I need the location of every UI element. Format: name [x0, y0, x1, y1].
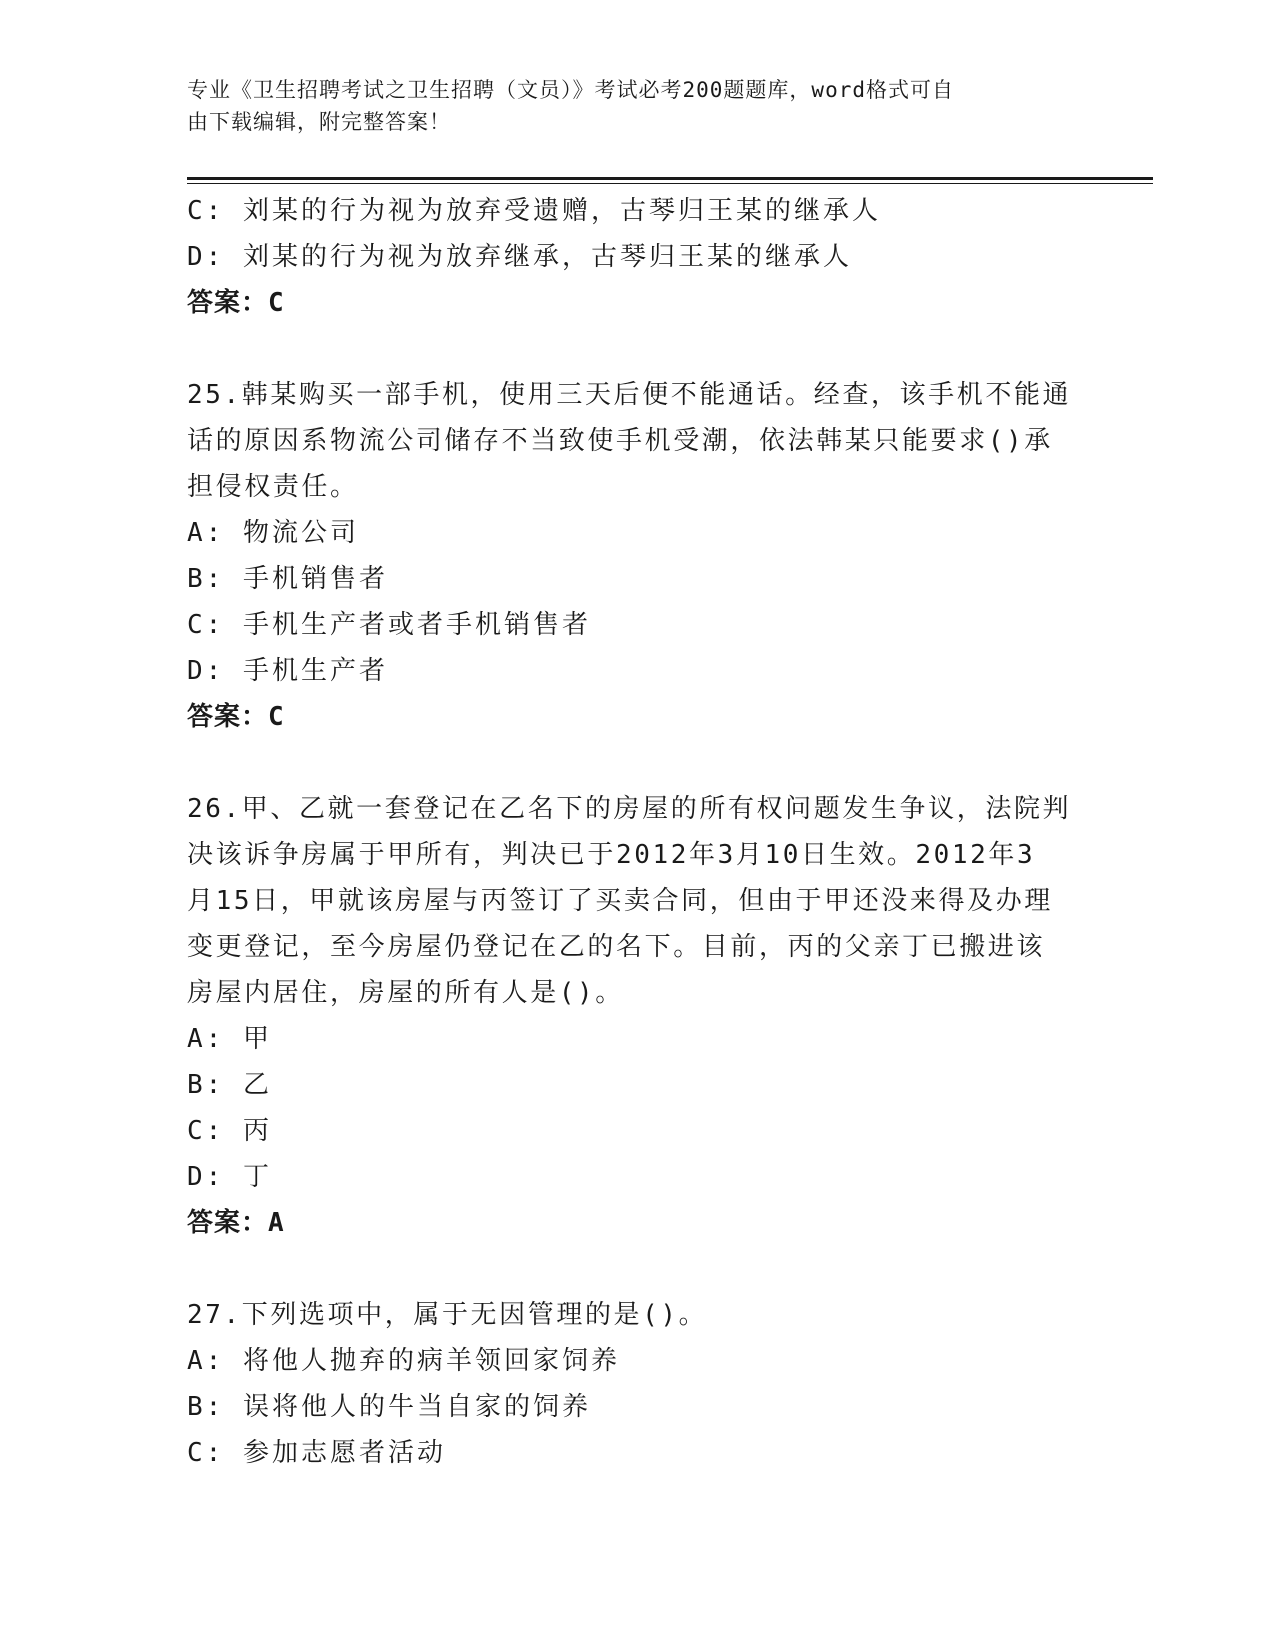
option-line: C: 刘某的行为视为放弃受遗赠，古琴归王某的继承人 [187, 196, 881, 226]
option-b: B: 误将他人的牛当自家的饲养 [187, 1392, 591, 1422]
header-rule-thick [187, 177, 1153, 180]
spacer [187, 326, 1087, 372]
question-line: 27.下列选项中，属于无因管理的是()。 [187, 1300, 708, 1330]
header-line-2: 由下载编辑，附完整答案！ [187, 110, 451, 134]
question-line: 房屋内居住，房屋的所有人是()。 [187, 978, 624, 1008]
question-line: 月15日，甲就该房屋与丙签订了买卖合同，但由于甲还没来得及办理 [187, 886, 1053, 916]
answer-line: 答案：C [187, 288, 285, 318]
option-d: D: 丁 [187, 1162, 272, 1192]
option-c: C: 丙 [187, 1116, 272, 1146]
option-b: B: 手机销售者 [187, 564, 388, 594]
option-a: A: 将他人抛弃的病羊领回家饲养 [187, 1346, 620, 1376]
option-c: C: 参加志愿者活动 [187, 1438, 446, 1468]
option-line: D: 刘某的行为视为放弃继承，古琴归王某的继承人 [187, 242, 852, 272]
question-text [187, 372, 1087, 510]
spacer [187, 740, 1087, 786]
question-text [187, 786, 1087, 1016]
question-line: 决该诉争房属于甲所有，判决已于2012年3月10日生效。2012年3 [187, 840, 1036, 870]
option-d: D: 手机生产者 [187, 656, 388, 686]
document-body [187, 188, 1087, 1476]
spacer [187, 1246, 1087, 1292]
answer-line: 答案：C [187, 702, 285, 732]
question-25 [187, 372, 1087, 740]
question-line: 25.韩某购买一部手机，使用三天后便不能通话。经查，该手机不能通 [187, 380, 1072, 410]
answer-line: 答案：A [187, 1208, 285, 1238]
header-rule-thin [187, 183, 1153, 184]
question-27 [187, 1292, 1087, 1476]
option-a: A: 物流公司 [187, 518, 359, 548]
question-line: 话的原因系物流公司储存不当致使手机受潮，依法韩某只能要求()承 [187, 426, 1053, 456]
header-line-1: 专业《卫生招聘考试之卫生招聘（文员）》考试必考200题题库，word格式可自 [187, 78, 954, 102]
question-26 [187, 786, 1087, 1246]
question-line: 变更登记，至今房屋仍登记在乙的名下。目前，丙的父亲丁已搬进该 [187, 932, 1046, 962]
carryover-block [187, 188, 1087, 326]
document-header [187, 74, 1067, 138]
question-line: 担侵权责任。 [187, 472, 359, 502]
question-line: 26.甲、乙就一套登记在乙名下的房屋的所有权问题发生争议，法院判 [187, 794, 1072, 824]
question-text [187, 1292, 1087, 1338]
option-b: B: 乙 [187, 1070, 272, 1100]
option-c: C: 手机生产者或者手机销售者 [187, 610, 591, 640]
option-a: A: 甲 [187, 1024, 272, 1054]
